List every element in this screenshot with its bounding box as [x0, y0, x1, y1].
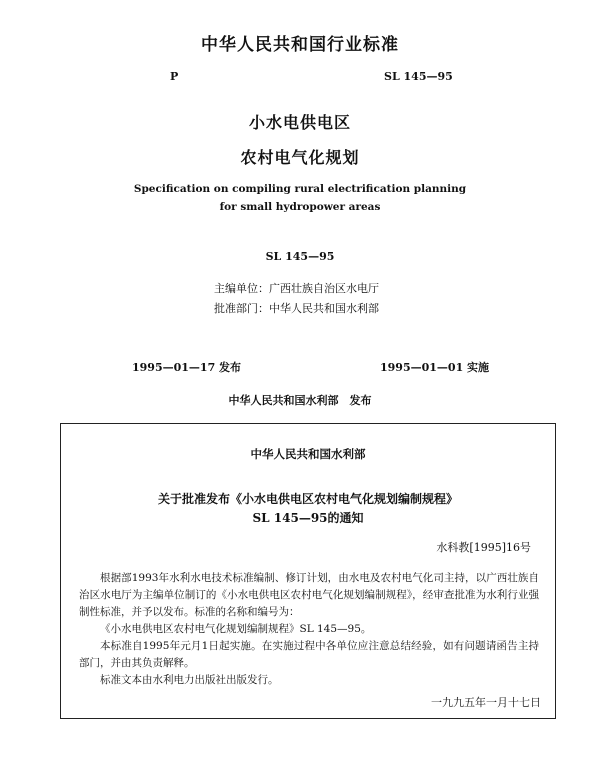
notice-date: 一九九五年一月十七日	[431, 696, 541, 709]
english-title-line-1: Specification on compiling rural electrification planning	[133, 183, 467, 195]
notice-paragraph: 根据部1993年水利水电技术标准编制、修订计划，由水电及农村电气化司主持，以广西壮族自治区水电厅为主编单位制订的《小水电供电区农村电气化规划编制规程》，经审查批准为水利行业强制性标准，并予以发布。标准的名称和编号为：	[79, 572, 539, 618]
approving-department: 批准部门：中华人民共和国水利部	[214, 302, 379, 315]
approval-notice-box	[60, 423, 556, 719]
notice-document-number: 水科教[1995]16号	[436, 541, 531, 554]
notice-title-line-1: 关于批准发布《小水电供电区农村电气化规划编制规程》	[157, 492, 458, 506]
chief-editor-unit: 主编单位：广西壮族自治区水电厅	[214, 282, 379, 295]
title-line-1: 小水电供电区	[248, 113, 351, 132]
notice-paragraph: 《小水电供电区农村电气化规划编制规程》SL 145—95。	[100, 623, 372, 635]
issuing-department: 中华人民共和国水利部 发布	[228, 394, 372, 407]
title-line-2: 农村电气化规划	[240, 148, 360, 167]
standard-number-middle: SL 145—95	[265, 250, 335, 263]
english-title-line-2: for small hydropower areas	[219, 201, 381, 213]
notice-title-line-2: SL 145—95的通知	[252, 511, 364, 525]
notice-header: 中华人民共和国水利部	[250, 447, 366, 461]
notice-paragraph: 标准文本由水利电力出版社出版发行。	[100, 674, 279, 686]
standard-header-title: 中华人民共和国行业标准	[201, 35, 399, 55]
issue-date: 1995—01—17 发布	[132, 361, 242, 374]
standard-number-top: SL 145—95	[384, 70, 453, 83]
implementation-date: 1995—01—01 实施	[380, 361, 490, 374]
classification-code: P	[170, 70, 179, 83]
notice-body	[79, 570, 539, 689]
notice-paragraph: 本标准自1995年元月1日起实施。在实施过程中各单位应注意总结经验，如有问题请函告主持部门，并由其负责解释。	[79, 640, 539, 669]
